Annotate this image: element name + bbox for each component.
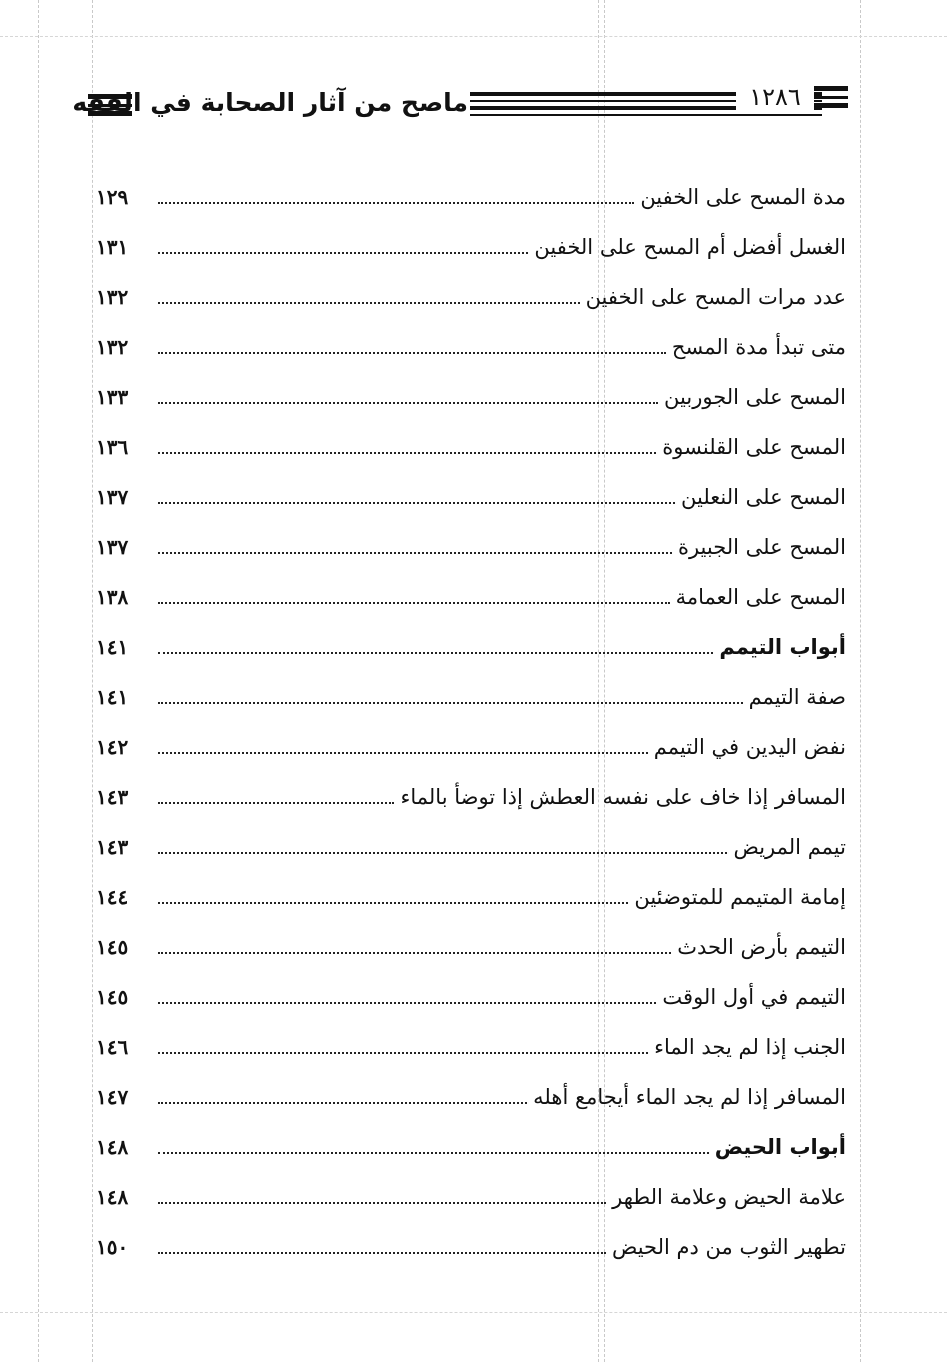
toc-entry-title: مدة المسح على الخفين xyxy=(640,185,846,209)
toc-entry-page: ١٤٤ xyxy=(96,885,129,909)
toc-entry-page: ١٤٥ xyxy=(96,985,129,1009)
toc-entry-title: صفة التيمم xyxy=(748,685,846,709)
dot-leader xyxy=(158,1152,709,1154)
toc-entry-title: التيمم في أول الوقت xyxy=(662,985,846,1009)
toc-entry xyxy=(96,768,846,818)
toc-entry-title: تطهير الثوب من دم الحيض xyxy=(611,1235,846,1259)
table-of-contents xyxy=(96,168,846,1268)
toc-entry xyxy=(96,168,846,218)
page-header xyxy=(72,82,848,126)
toc-entry-title: المسح على الجبيرة xyxy=(677,535,846,559)
toc-section-heading xyxy=(96,618,846,668)
dot-leader xyxy=(158,352,666,354)
page-number: ١٢٨٦ xyxy=(736,82,814,112)
toc-entry xyxy=(96,218,846,268)
dot-leader xyxy=(158,202,634,204)
toc-entry-title: الجنب إذا لم يجد الماء xyxy=(654,1035,846,1059)
toc-entry-title: التيمم بأرض الحدث xyxy=(677,935,846,959)
toc-entry-title: إمامة المتيمم للمتوضئين xyxy=(634,885,846,909)
toc-entry-title: متى تبدأ مدة المسح xyxy=(671,335,846,359)
dot-leader xyxy=(158,902,628,904)
toc-entry xyxy=(96,518,846,568)
toc-entry-title: تيمم المريض xyxy=(733,835,846,859)
dot-leader xyxy=(158,752,648,754)
toc-entry-title: أبواب التيمم xyxy=(719,635,846,659)
toc-entry-title: علامة الحيض وعلامة الطهر xyxy=(612,1185,846,1209)
dot-leader xyxy=(158,652,713,654)
running-title: ماصح من آثار الصحابة في الفقه xyxy=(72,88,468,117)
dot-leader xyxy=(158,552,672,554)
toc-entry xyxy=(96,418,846,468)
dot-leader xyxy=(158,1252,606,1254)
toc-entry xyxy=(96,318,846,368)
dot-leader xyxy=(158,852,727,854)
dot-leader xyxy=(158,602,670,604)
toc-entry xyxy=(96,568,846,618)
toc-entry-title: المسح على القلنسوة xyxy=(662,435,846,459)
guide-line xyxy=(0,1312,947,1313)
toc-entry-page: ١٣٧ xyxy=(96,485,129,509)
toc-entry-page: ١٤٣ xyxy=(96,785,129,809)
toc-entry-page: ١٥٠ xyxy=(96,1235,129,1259)
dot-leader xyxy=(158,452,656,454)
toc-entry-page: ١٤٧ xyxy=(96,1085,129,1109)
toc-entry xyxy=(96,718,846,768)
dot-leader xyxy=(158,302,580,304)
toc-entry-title: نفض اليدين في التيمم xyxy=(653,735,846,759)
toc-entry-title: المسافر إذا لم يجد الماء أيجامع أهله xyxy=(533,1085,846,1109)
toc-entry-title: الغسل أفضل أم المسح على الخفين xyxy=(534,235,846,259)
toc-entry-title: عدد مرات المسح على الخفين xyxy=(585,285,846,309)
toc-entry-page: ١٣١ xyxy=(96,235,129,259)
toc-entry xyxy=(96,268,846,318)
toc-entry-page: ١٣٧ xyxy=(96,535,129,559)
toc-entry xyxy=(96,1168,846,1218)
toc-entry-page: ١٤٥ xyxy=(96,935,129,959)
toc-entry-page: ١٣٢ xyxy=(96,335,129,359)
dot-leader xyxy=(158,1002,656,1004)
dot-leader xyxy=(158,702,743,704)
toc-entry xyxy=(96,1218,846,1268)
toc-entry-page: ١٤٦ xyxy=(96,1035,129,1059)
guide-line xyxy=(0,36,947,37)
toc-entry xyxy=(96,668,846,718)
toc-entry-title: المسافر إذا خاف على نفسه العطش إذا توضأ بالماء xyxy=(400,785,846,809)
toc-entry-page: ١٣٣ xyxy=(96,385,129,409)
guide-line xyxy=(860,0,861,1362)
toc-section-heading xyxy=(96,1118,846,1168)
toc-entry-title: أبواب الحيض xyxy=(714,1135,846,1159)
toc-entry xyxy=(96,968,846,1018)
guide-line xyxy=(92,0,93,1362)
toc-entry-page: ١٤٢ xyxy=(96,735,129,759)
toc-entry-page: ١٢٩ xyxy=(96,185,129,209)
toc-entry-page: ١٣٢ xyxy=(96,285,129,309)
toc-entry-page: ١٣٨ xyxy=(96,585,129,609)
toc-entry-page: ١٤١ xyxy=(96,635,129,659)
toc-entry xyxy=(96,818,846,868)
toc-entry-page: ١٤٣ xyxy=(96,835,129,859)
dot-leader xyxy=(158,1102,527,1104)
header-rule-right xyxy=(814,86,848,108)
toc-entry xyxy=(96,868,846,918)
dot-leader xyxy=(158,402,658,404)
dot-leader xyxy=(158,1052,648,1054)
toc-entry-title: المسح على الجوربين xyxy=(664,385,846,409)
toc-entry xyxy=(96,468,846,518)
dot-leader xyxy=(158,252,528,254)
toc-entry-page: ١٤١ xyxy=(96,685,129,709)
toc-entry xyxy=(96,918,846,968)
toc-entry-page: ١٣٦ xyxy=(96,435,129,459)
dot-leader xyxy=(158,952,671,954)
toc-entry-page: ١٤٨ xyxy=(96,1135,129,1159)
toc-entry-title: المسح على العمامة xyxy=(675,585,846,609)
toc-entry-title: المسح على النعلين xyxy=(681,485,846,509)
dot-leader xyxy=(158,1202,606,1204)
toc-entry-page: ١٤٨ xyxy=(96,1185,129,1209)
dot-leader xyxy=(158,802,394,804)
toc-entry xyxy=(96,368,846,418)
toc-entry xyxy=(96,1068,846,1118)
toc-entry xyxy=(96,1018,846,1068)
dot-leader xyxy=(158,502,675,504)
guide-line xyxy=(38,0,39,1362)
